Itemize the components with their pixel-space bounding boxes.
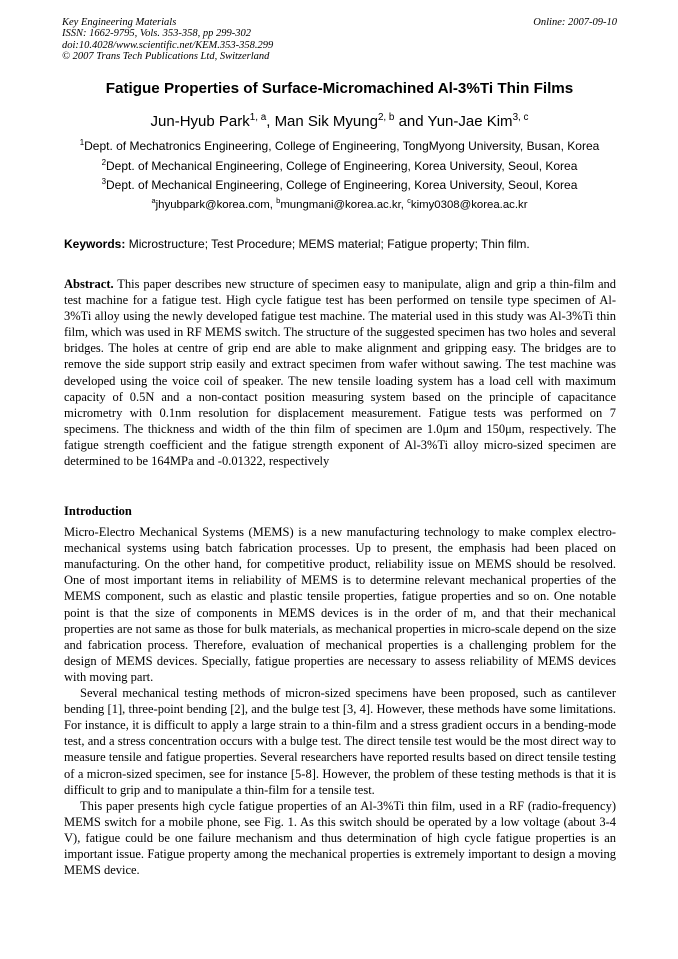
affiliation-text: Dept. of Mechatronics Engineering, College of Engineering, TongMyong University, Busan, Korea bbox=[84, 139, 600, 153]
author-name: Yun-Jae Kim bbox=[427, 113, 513, 130]
affiliation-3 bbox=[60, 176, 619, 196]
email-link[interactable]: kimy0308@korea.ac.kr bbox=[410, 198, 528, 211]
abstract-section bbox=[64, 276, 616, 469]
affiliation-superscript: 2 bbox=[101, 157, 106, 167]
author-name: Jun-Hyub Park bbox=[150, 113, 250, 130]
author-emails bbox=[60, 196, 619, 216]
author-separator: , bbox=[266, 113, 275, 130]
author-list bbox=[62, 113, 617, 130]
keywords-line bbox=[64, 237, 619, 251]
email-superscript: a bbox=[151, 195, 156, 205]
author-superscript: 3, c bbox=[512, 112, 529, 123]
author-superscript: 2, b bbox=[377, 112, 395, 123]
section-heading: Introduction bbox=[64, 504, 132, 518]
abstract-text: This paper describes new structure of specimen easy to manipulate, align and grip a thin-film and test machine for a fatigue test. High cycle fatigue test has been performed on tensile type specimen of Al-3%Ti alloy using the newly developed fatigue test machine. The material used in this study was Al-3%Ti thin film, which was used in RF MEMS switch. The structure of the suggested specimen has two holes and several bridges. The holes at centre of grip end are able to make alignment and gripping easy. The bridges are to remove the side support strip easily and extract specimen from wafer without sawing. The test machine was developed using the voice coil of speaker. The new tensile loading system has a load cell with maximum capacity of 0.5N and a non-contact position measuring system based on the principle of capacitance micrometry with 0.1nm resolution for displacement measurement. Fatigue tests was performed on 7 specimens. The thickness and width of the thin film of specimen are 1.0μm and 150μm, respectively. The fatigue strength coefficient and the fatigue strength exponent of Al-3%Ti alloy micro-sized specimen are determined to be 164MPa and -0.01322, respectively bbox=[64, 277, 616, 469]
affiliation-superscript: 3 bbox=[101, 177, 106, 187]
author-separator: and bbox=[394, 113, 428, 130]
affiliation-2 bbox=[60, 157, 619, 177]
keywords-text: Microstructure; Test Procedure; MEMS material; Fatigue property; Thin film. bbox=[125, 237, 530, 251]
affiliation-superscript: 1 bbox=[79, 138, 85, 147]
paper-title: Fatigue Properties of Surface-Micromachined Al-3%Ti Thin Films bbox=[105, 80, 574, 97]
author-superscript: 1, a bbox=[249, 112, 267, 123]
publication-header bbox=[62, 17, 617, 62]
author-name: Man Sik Myung bbox=[274, 113, 378, 130]
intro-paragraph-1: Micro-Electro Mechanical Systems (MEMS) is a new manufacturing technology to make complex electro-mechanical systems using batch fabrication processes. Up to present, the emphasis had been placed on manufacturing. On the other hand, for competitive product, reliability issue on MEMS should be resolved. One of most important items in reliability of MEMS is to determine relevant mechanical properties of the MEMS component, such as elastic and plastic tensile properties, fatigue properties and so on. One notable point is that the size of components in MEMS devices is in the order of m, and that their mechanical properties are not same as those for bulk materials, as mechanical properties in micro-scale depend on the size and fabrication process. Therefore, evaluation of mechanical properties is a challenging problem for the design of MEMS devices. Specially, fatigue properties are necessary to assess reliability of MEMS devices with moving part. bbox=[64, 525, 616, 684]
online-date: Online: 2007-09-10 bbox=[533, 17, 617, 28]
abstract-label: Abstract. bbox=[64, 277, 114, 291]
doi-line: doi:10.4028/www.scientific.net/KEM.353-358.299 bbox=[62, 39, 274, 51]
email-link[interactable]: mungmani@korea.ac.kr, bbox=[280, 198, 408, 211]
affiliation-1 bbox=[60, 137, 619, 157]
affiliation-text: Dept. of Mechanical Engineering, College of Engineering, Korea University, Seoul, Korea bbox=[106, 158, 578, 173]
affiliations bbox=[60, 137, 619, 215]
issn-line: ISSN: 1662-9795, Vols. 353-358, pp 299-302 bbox=[62, 28, 251, 40]
email-link[interactable]: jhyubpark@korea.com, bbox=[155, 198, 277, 211]
intro-paragraph-3: This paper presents high cycle fatigue properties of an Al-3%Ti thin film, used in a RF (radio-frequency) MEMS switch for a mobile phone, see Fig. 1. As this switch should be operated by a low voltage (about 3-4 V), fatigue could be one failure mechanism and thus determination of high cycle fatigue properties is an important issue. Fatigue property among the mechanical properties is extremely important to design a moving MEMS device. bbox=[64, 798, 616, 878]
keywords-label: Keywords: bbox=[64, 237, 126, 251]
affiliation-text: Dept. of Mechanical Engineering, College of Engineering, Korea University, Seoul, Korea bbox=[106, 178, 578, 193]
introduction-section bbox=[64, 503, 616, 878]
copyright-line: © 2007 Trans Tech Publications Ltd, Switzerland bbox=[62, 50, 270, 62]
email-superscript: b bbox=[276, 195, 281, 205]
email-superscript: c bbox=[407, 195, 411, 205]
journal-name: Key Engineering Materials bbox=[62, 17, 177, 28]
intro-paragraph-2: Several mechanical testing methods of micron-sized specimens have been proposed, such as cantilever bending [1], three-point bending [2], and the bulge test [3, 4]. However, these methods have some limitations. For instance, it is difficult to apply a large strain to a thin-film and a stress gradient occurs in a bending-mode test, and a stress concentration occurs with a bulge test. The direct tensile test would be the most direct way to measure tensile and fatigue properties. Several researchers have reported results based on direct tensile testing of a micron-sized specimen, see for instance [5-8]. However, the problem of these testing methods is that it is difficult to grip and to manipulate a thin-film for a tensile test. bbox=[64, 686, 616, 797]
abstract-paragraph bbox=[64, 276, 616, 469]
